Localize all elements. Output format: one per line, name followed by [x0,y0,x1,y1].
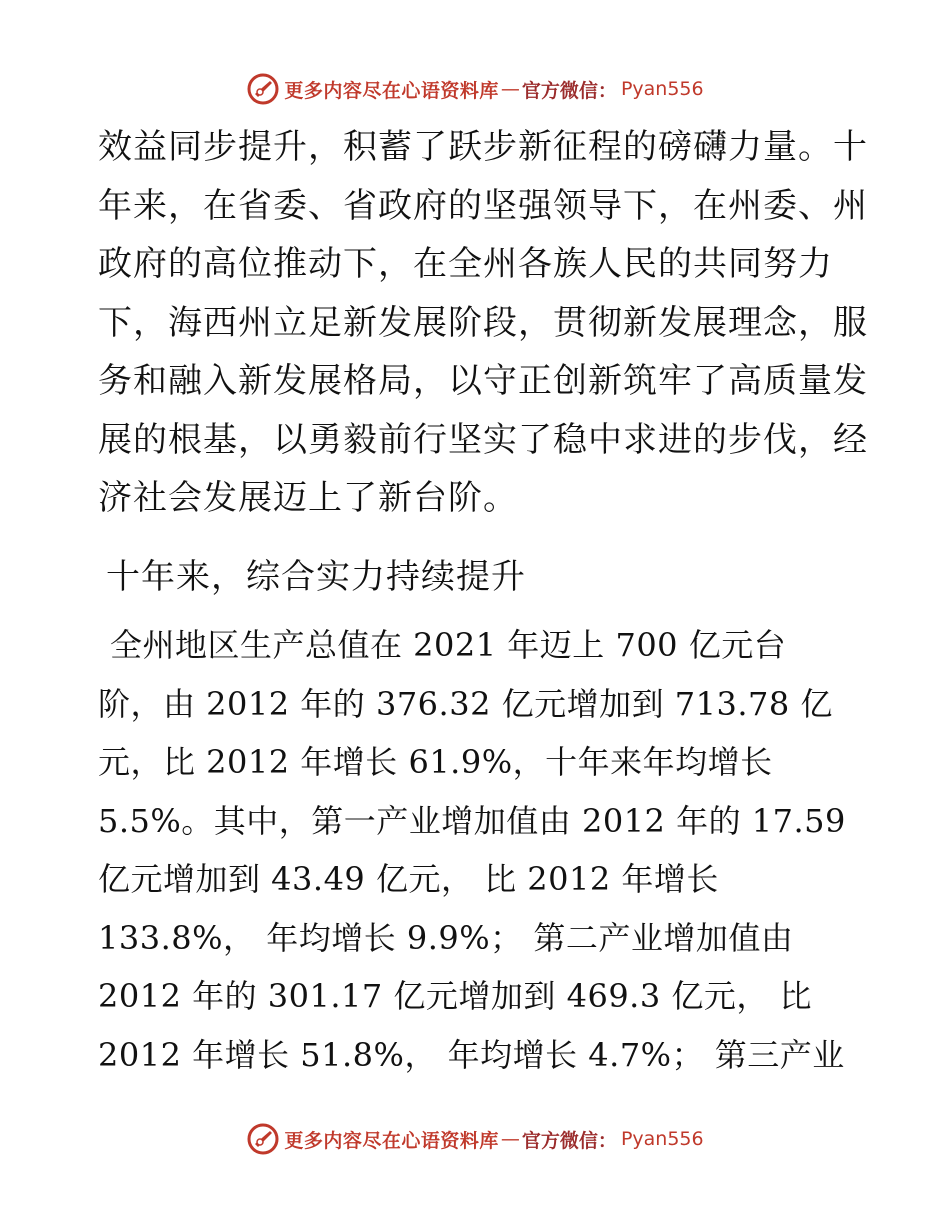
paragraph-intro [98,118,868,528]
paragraph-gdp [98,616,858,1084]
text-line: 下，海西州立足新发展阶段，贯彻新发展理念，服 [98,302,868,343]
watermark-label: 官方微信： [521,79,617,102]
text-line: 元，比 2012 年增长 61.9%，十年来年均增长 [98,743,773,781]
text-line: 2012 年增长 51.8%， 年均增长 4.7%； 第三产业 [98,1035,845,1074]
watermark-site: 更多内容尽在心语资料库 [284,79,499,102]
text-line: 5.5%。其中，第一产业增加值由 2012 年的 17.59 [98,801,846,840]
text-line: 务和融入新发展格局，以守正创新筑牢了高质量发 [98,361,868,401]
section-heading: 十年来，综合实力持续提升 [106,556,526,597]
header-watermark [0,72,950,106]
watermark-dash: — [500,78,520,100]
watermark-id: Pyan556 [620,78,704,100]
text-line: 济社会发展迈上了新台阶。 [98,478,518,518]
logo-icon [246,1122,280,1156]
watermark-label: 官方微信： [521,1129,617,1152]
document-body [98,118,868,1084]
text-line: 阶，由 2012 年的 376.32 亿元增加到 713.78 亿 [98,684,833,723]
text-line: 效益同步提升，积蓄了跃步新征程的磅礴力量。十 [98,127,868,167]
text-line: 亿元增加到 43.49 亿元， 比 2012 年增长 [98,860,719,898]
text-line: 133.8%， 年均增长 9.9%； 第二产业增加值由 [98,918,794,957]
logo-icon [246,72,280,106]
watermark-dash: — [500,1128,520,1150]
text-line: 年来，在省委、省政府的坚强领导下，在州委、州 [98,185,868,226]
text-line: 展的根基，以勇毅前行坚实了稳中求进的步伐，经 [98,419,868,460]
text-line: 全州地区生产总值在 2021 年迈上 700 亿元台 [110,626,787,664]
footer-watermark [0,1122,950,1156]
text-line: 2012 年的 301.17 亿元增加到 469.3 亿元， 比 [98,977,813,1015]
text-line: 政府的高位推动下，在全州各族人民的共同努力 [98,244,833,284]
watermark-site: 更多内容尽在心语资料库 [284,1129,499,1152]
watermark-id: Pyan556 [620,1128,704,1150]
